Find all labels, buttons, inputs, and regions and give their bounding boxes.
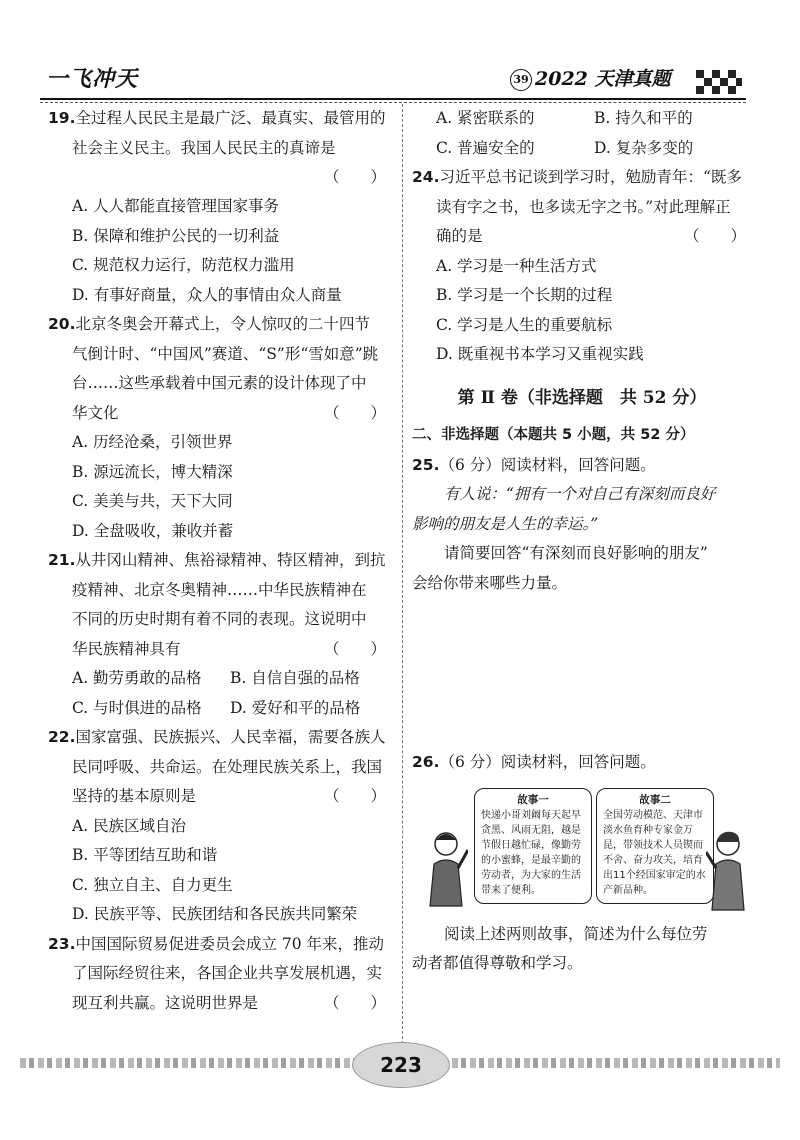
answer-paren: （ ）	[323, 787, 386, 805]
question-text: 动者都值得尊敬和学习。	[412, 954, 583, 972]
question-text: 确的是	[436, 227, 483, 245]
story-two-bubble	[596, 788, 714, 904]
question-number: 23.	[48, 934, 76, 953]
question-text: 国家富强、民族振兴、人民幸福，需要各族人	[75, 728, 386, 746]
question-20	[48, 310, 392, 546]
farmer-figure-icon	[706, 828, 750, 912]
option-b: B. 学习是一个长期的过程	[436, 286, 613, 304]
story-one-bubble	[474, 788, 592, 904]
option-d: D. 复杂多变的	[594, 138, 694, 157]
option-c: C. 规范权力运行，防范权力滥用	[72, 256, 295, 274]
question-text: 中国国际贸易促进委员会成立 70 年来，推动	[75, 934, 385, 953]
question-text: 不同的历史时期有着不同的表现。这说明中	[72, 610, 367, 628]
left-column	[48, 104, 392, 1018]
question-number: 22.	[48, 728, 76, 746]
section-title: 第 Ⅱ 卷（非选择题 共 52 分）	[457, 387, 707, 408]
option-a: A. 勤劳勇敢的品格	[72, 669, 202, 687]
page-number: 223	[352, 1042, 450, 1088]
question-text: 华文化	[72, 403, 119, 422]
question-text: 华民族精神具有	[72, 639, 181, 658]
option-b: B. 源远流长，博大精深	[72, 462, 233, 481]
page-footer	[0, 1040, 800, 1100]
courier-figure-icon	[424, 828, 468, 908]
story-two-title: 故事二	[639, 793, 671, 806]
section-subtitle: 二、非选择题（本题共 5 小题，共 52 分）	[412, 427, 695, 443]
question-22	[48, 723, 392, 930]
question-text: 疫精神、北京冬奥精神……中华民族精神在	[72, 580, 367, 599]
question-number: 24.	[412, 168, 440, 186]
question-text: 习近平总书记谈到学习时，勉励青年：“既多	[439, 168, 742, 186]
column-divider	[402, 104, 403, 1044]
question-intro: （6 分）阅读材料，回答问题。	[439, 753, 656, 771]
story-one-title: 故事一	[517, 793, 549, 806]
option-d: D. 爱好和平的品格	[230, 698, 361, 717]
edition-label: 2022 天津真题	[535, 68, 671, 90]
question-text: 北京冬奥会开幕式上，令人惊叹的二十四节	[75, 315, 370, 333]
right-column	[412, 104, 752, 979]
option-c: C. 学习是人生的重要航标	[436, 315, 613, 334]
option-c: C. 美美与共，天下大同	[72, 492, 233, 510]
question-text: 全过程人民民主是最广泛、最真实、最管用的	[75, 109, 386, 127]
question-text: 会给你带来哪些力量。	[412, 573, 568, 592]
quote-text: 影响的朋友是人生的幸运。”	[412, 514, 599, 533]
question-number: 25.	[412, 455, 440, 474]
question-number: 26.	[412, 753, 440, 771]
header-rule	[40, 98, 746, 100]
answer-space[interactable]	[412, 598, 752, 748]
question-text: 坚持的基本原则是	[72, 787, 197, 805]
question-21	[48, 546, 392, 723]
option-b: B. 保障和维护公民的一切利益	[72, 226, 280, 245]
option-d: D. 民族平等、民族团结和各民族共同繁荣	[72, 905, 358, 923]
question-text: 现互利共赢。这说明世界是	[72, 993, 259, 1012]
question-text: 气倒计时、“中国风”赛道、“S”形“雪如意”跳	[72, 344, 379, 363]
option-c: C. 与时俱进的品格	[72, 698, 202, 717]
question-text: 请简要回答“有深刻而良好影响的朋友”	[444, 544, 708, 562]
option-c: C. 普遍安全的	[436, 138, 535, 157]
option-a: A. 人人都能直接管理国家事务	[72, 197, 280, 215]
story-one-text: 快递小哥刘阚每天起早贪黑、风雨无阻，越是节假日越忙碌，像勤劳的小蜜蜂，是最辛勤的劳动者，为大家的生活带来了便利。	[481, 809, 581, 896]
answer-paren: （ ）	[323, 168, 386, 186]
option-a: A. 紧密联系的	[436, 109, 535, 127]
question-25	[412, 451, 752, 749]
question-text: 社会主义民主。我国人民民主的真谛是	[72, 138, 336, 157]
question-number: 20.	[48, 315, 76, 333]
option-b: B. 持久和平的	[594, 109, 693, 127]
header-rule-dashed	[40, 102, 746, 103]
question-text: 台……这些承载着中国元素的设计体现了中	[72, 374, 367, 392]
question-23	[48, 930, 392, 1019]
option-d: D. 有事好商量，众人的事情由众人商量	[72, 285, 342, 304]
story-two-text: 全国劳动模范、天津市淡水鱼育种专家金万昆，带领技术人员锲而不舍、奋力攻关，培育出11个经国家审定的水产新品种。	[603, 809, 706, 896]
answer-paren: （ ）	[323, 403, 386, 422]
question-19	[48, 104, 392, 310]
option-d: D. 全盘吸收，兼收并蓄	[72, 521, 234, 540]
option-a: A. 历经沧桑，引领世界	[72, 433, 233, 451]
question-text: 读有字之书，也多读无字之书。”对此理解正	[436, 197, 731, 216]
quote-text: 有人说：“拥有一个对自己有深刻而良好	[444, 485, 716, 503]
question-text: 从井冈山精神、焦裕禄精神、特区精神，到抗	[75, 551, 386, 569]
option-c: C. 独立自主、自力更生	[72, 875, 233, 894]
checker-decoration	[696, 60, 742, 94]
page-header	[0, 0, 800, 110]
answer-paren: （ ）	[323, 639, 386, 658]
question-text: 阅读上述两则故事，简述为什么每位劳	[444, 924, 708, 943]
answer-paren: （ ）	[683, 227, 746, 245]
option-a: A. 民族区域自治	[72, 816, 187, 835]
option-b: B. 平等团结互助和谐	[72, 846, 218, 864]
question-number: 19.	[48, 109, 76, 127]
edition-title	[510, 64, 671, 91]
edition-number: 39	[510, 69, 532, 91]
question-24	[412, 163, 752, 370]
answer-paren: （ ）	[323, 993, 386, 1012]
story-illustration	[424, 788, 744, 916]
option-d: D. 既重视书本学习又重视实践	[436, 345, 644, 363]
question-text: 民同呼吸、共命运。在处理民族关系上，我国	[72, 757, 383, 776]
question-text: 了国际经贸往来，各国企业共享发展机遇，实	[72, 964, 383, 982]
brand-logo: 一飞冲天	[46, 67, 139, 92]
question-number: 21.	[48, 551, 76, 569]
option-a: A. 学习是一种生活方式	[436, 256, 597, 275]
question-26	[412, 748, 752, 979]
question-intro: （6 分）阅读材料，回答问题。	[439, 455, 656, 474]
option-b: B. 自信自强的品格	[230, 669, 360, 687]
